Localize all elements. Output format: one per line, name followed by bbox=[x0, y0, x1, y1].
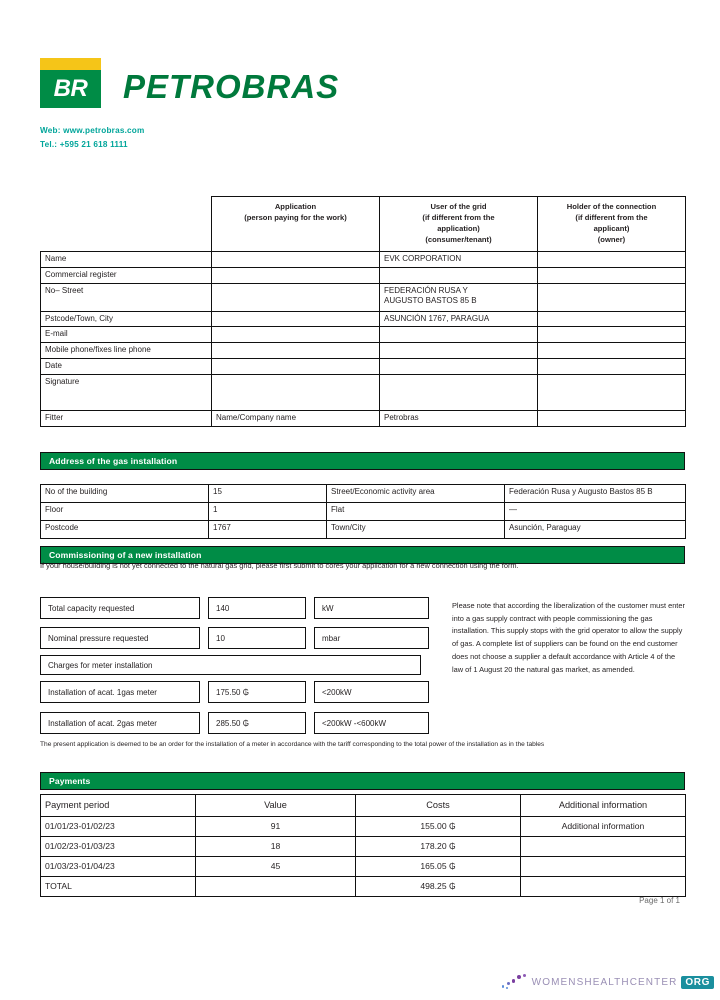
address-label-street: Street/Economic activity area bbox=[327, 485, 505, 503]
total-capacity-row bbox=[40, 597, 429, 619]
row-label-phone: Mobile phone/fixes line phone bbox=[41, 343, 212, 359]
row-label-signature: Signature bbox=[41, 374, 212, 410]
total-capacity-unit: kW bbox=[314, 597, 429, 619]
row-label-no-street: No– Street bbox=[41, 283, 212, 311]
watermark bbox=[502, 974, 714, 990]
section-header-commissioning: Commissioning of a new installation bbox=[40, 546, 685, 564]
address-value-street[interactable]: Federación Rusa y Augusto Bastos 85 B bbox=[505, 485, 686, 503]
cell-postcode-holder[interactable] bbox=[538, 311, 686, 327]
address-value-building-no[interactable]: 15 bbox=[209, 485, 327, 503]
supply-contract-note: Please note that according the liberalization of the customer must enter into a gas supply contract with people commissioning the gas installation. This supply stops with the grid operator to allow the supply of gas. A complete list of suppliers can be found on the end customer does not choose a supplier a default accordance with Article 4 of the law of 1 August 20 the natural gas market, as amended. bbox=[452, 601, 685, 674]
table-row bbox=[41, 374, 686, 410]
payment-value-1: 91 bbox=[196, 817, 356, 837]
logo-br-text: BR bbox=[53, 75, 88, 102]
address-table bbox=[40, 484, 686, 539]
address-label-building-no: No of the building bbox=[41, 485, 209, 503]
address-label-postcode: Postcode bbox=[41, 521, 209, 539]
payment-period-3: 01/03/23-01/04/23 bbox=[41, 857, 196, 877]
column-header-holder: Holder of the connection (if different from the applicant) (owner) bbox=[538, 197, 686, 252]
table-row bbox=[41, 857, 686, 877]
cell-street-user[interactable]: FEDERACIÓN RUSA Y AUGUSTO BASTOS 85 B bbox=[380, 283, 538, 311]
watermark-text: WOMENSHEALTHCENTER bbox=[531, 976, 678, 988]
payments-col-value: Value bbox=[196, 795, 356, 817]
nominal-pressure-row bbox=[40, 627, 429, 649]
brand-title: PETROBRAS bbox=[123, 67, 340, 105]
watermark-dots-icon bbox=[502, 974, 528, 990]
commissioning-paragraph: If your house/building is not yet connected to the natural gas grid, please first submit to cores your application for a new connection using the form. bbox=[40, 561, 519, 570]
payments-col-period: Payment period bbox=[41, 795, 196, 817]
contact-block bbox=[40, 124, 440, 153]
contact-tel: Tel.: +595 21 618 1111 bbox=[40, 140, 128, 150]
table-row bbox=[41, 817, 686, 837]
payment-total-label: TOTAL bbox=[41, 877, 196, 897]
cell-date-holder[interactable] bbox=[538, 358, 686, 374]
row-label-commercial-register: Commercial register bbox=[41, 267, 212, 283]
table-row bbox=[41, 283, 686, 311]
table-row bbox=[41, 485, 686, 503]
payment-value-3: 45 bbox=[196, 857, 356, 877]
logo-green-box bbox=[40, 70, 101, 108]
header-corner-cell bbox=[41, 197, 212, 252]
meter2-price: 285.50 ₲ bbox=[208, 712, 306, 734]
payment-info-2[interactable] bbox=[521, 837, 686, 857]
cell-signature-application[interactable] bbox=[212, 374, 380, 410]
petrobras-logo-icon bbox=[40, 58, 101, 108]
payment-info-3[interactable] bbox=[521, 857, 686, 877]
table-row bbox=[41, 267, 686, 283]
payments-col-info: Additional information bbox=[521, 795, 686, 817]
payment-total-info bbox=[521, 877, 686, 897]
meter-row-1 bbox=[40, 681, 429, 703]
total-capacity-value[interactable]: 140 bbox=[208, 597, 306, 619]
meter2-label: Installation of acat. 2gas meter bbox=[40, 712, 200, 734]
table-row bbox=[41, 521, 686, 539]
payment-value-2: 18 bbox=[196, 837, 356, 857]
section-header-address: Address of the gas installation bbox=[40, 452, 685, 470]
cell-phone-holder[interactable] bbox=[538, 343, 686, 359]
payment-period-1: 01/01/23-01/02/23 bbox=[41, 817, 196, 837]
cell-phone-user[interactable] bbox=[380, 343, 538, 359]
page-number: Page 1 of 1 bbox=[639, 896, 680, 905]
cell-name-holder[interactable] bbox=[538, 252, 686, 268]
cell-email-application[interactable] bbox=[212, 327, 380, 343]
nominal-pressure-label: Nominal pressure requested bbox=[40, 627, 200, 649]
cell-phone-application[interactable] bbox=[212, 343, 380, 359]
nominal-pressure-unit: mbar bbox=[314, 627, 429, 649]
cell-name-application[interactable] bbox=[212, 252, 380, 268]
brand-header bbox=[40, 58, 440, 153]
row-label-email: E-mail bbox=[41, 327, 212, 343]
cell-postcode-application[interactable] bbox=[212, 311, 380, 327]
cell-street-application[interactable] bbox=[212, 283, 380, 311]
watermark-org-badge: ORG bbox=[681, 976, 714, 989]
table-row bbox=[41, 252, 686, 268]
row-label-date: Date bbox=[41, 358, 212, 374]
section-header-payments: Payments bbox=[40, 772, 685, 790]
cell-street-holder[interactable] bbox=[538, 283, 686, 311]
column-header-user-of-grid: User of the grid (if different from the application) (consumer/tenant) bbox=[380, 197, 538, 252]
cell-register-holder[interactable] bbox=[538, 267, 686, 283]
table-row bbox=[41, 503, 686, 521]
meter2-range: <200kW -<600kW bbox=[314, 712, 429, 734]
meter1-range: <200kW bbox=[314, 681, 429, 703]
address-value-floor[interactable]: 1 bbox=[209, 503, 327, 521]
cell-signature-holder[interactable] bbox=[538, 374, 686, 410]
table-row bbox=[41, 343, 686, 359]
logo-row bbox=[40, 58, 440, 108]
address-value-town[interactable]: Asunción, Paraguay bbox=[505, 521, 686, 539]
cell-register-application[interactable] bbox=[212, 267, 380, 283]
table-row bbox=[41, 410, 686, 426]
address-label-flat: Flat bbox=[327, 503, 505, 521]
address-label-town: Town/City bbox=[327, 521, 505, 539]
cell-fitter-holder[interactable] bbox=[538, 410, 686, 426]
tariff-disclaimer: The present application is deemed to be an order for the installation of a meter in accordance with the tariff corresponding to the total power of the installation as in the tables bbox=[40, 741, 545, 748]
column-header-application: Application (person paying for the work) bbox=[212, 197, 380, 252]
total-capacity-label: Total capacity requested bbox=[40, 597, 200, 619]
cell-fitter-user[interactable]: Petrobras bbox=[380, 410, 538, 426]
address-label-floor: Floor bbox=[41, 503, 209, 521]
cell-fitter-application[interactable]: Name/Company name bbox=[212, 410, 380, 426]
contact-web: Web: www.petrobras.com bbox=[40, 126, 145, 135]
meter1-price: 175.50 ₲ bbox=[208, 681, 306, 703]
logo-yellow-bar bbox=[40, 58, 101, 70]
charges-title-box: Charges for meter installation bbox=[40, 655, 421, 675]
cell-postcode-user[interactable]: ASUNCIÓN 1767, PARAGUA bbox=[380, 311, 538, 327]
row-label-fitter: Fitter bbox=[41, 410, 212, 426]
payment-costs-1: 155.00 ₲ bbox=[356, 817, 521, 837]
cell-date-application[interactable] bbox=[212, 358, 380, 374]
payments-col-costs: Costs bbox=[356, 795, 521, 817]
payment-info-1[interactable]: Additional information bbox=[521, 817, 686, 837]
payment-period-2: 01/02/23-01/03/23 bbox=[41, 837, 196, 857]
address-value-flat[interactable]: — bbox=[505, 503, 686, 521]
meter-row-2 bbox=[40, 712, 429, 734]
nominal-pressure-value[interactable]: 10 bbox=[208, 627, 306, 649]
table-row bbox=[41, 327, 686, 343]
row-label-name: Name bbox=[41, 252, 212, 268]
table-row bbox=[41, 358, 686, 374]
payment-total-value bbox=[196, 877, 356, 897]
cell-email-holder[interactable] bbox=[538, 327, 686, 343]
applicant-table bbox=[40, 196, 686, 427]
table-row bbox=[41, 837, 686, 857]
table-row bbox=[41, 311, 686, 327]
payment-costs-2: 178.20 ₲ bbox=[356, 837, 521, 857]
row-label-postcode-town: Pstcode/Town, City bbox=[41, 311, 212, 327]
cell-signature-user[interactable] bbox=[380, 374, 538, 410]
table-row-total bbox=[41, 877, 686, 897]
meter1-label: Installation of acat. 1gas meter bbox=[40, 681, 200, 703]
payment-total-costs: 498.25 ₲ bbox=[356, 877, 521, 897]
cell-register-user[interactable] bbox=[380, 267, 538, 283]
table-header-row bbox=[41, 197, 686, 252]
cell-date-user[interactable] bbox=[380, 358, 538, 374]
cell-name-user[interactable]: EVK CORPORATION bbox=[380, 252, 538, 268]
payments-header-row bbox=[41, 795, 686, 817]
cell-email-user[interactable] bbox=[380, 327, 538, 343]
address-value-postcode[interactable]: 1767 bbox=[209, 521, 327, 539]
payment-costs-3: 165.05 ₲ bbox=[356, 857, 521, 877]
payments-table bbox=[40, 794, 686, 897]
